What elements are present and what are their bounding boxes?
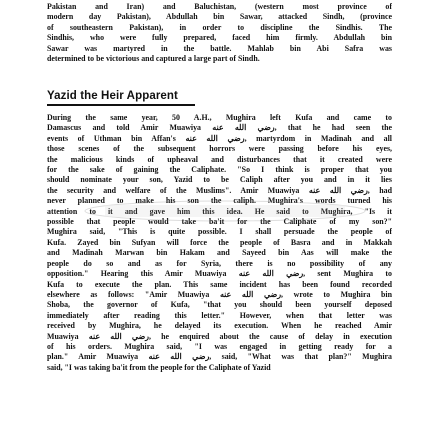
section-heading: Yazid the Heir Apparent bbox=[47, 90, 178, 102]
top-paragraph-line: modern day Pakistan), Abdullah bin Sawar, attacked Sindh, (province bbox=[47, 12, 392, 22]
body-paragraph-line: elsewhere as follows: "Amir Muawiya رضي الله عنه, wrote to Mughira bin bbox=[47, 289, 392, 299]
body-paragraph-line: plan." Amir Muawiya رضي الله عنه, said, "What was that plan?" Mughira bbox=[47, 352, 392, 362]
body-paragraph-line: the security and welfare of the Muslims". Amir Muawiya رضي الله عنه, had bbox=[47, 185, 392, 195]
body-paragraph-line: people do so and as for Syria, there is no possibility of any bbox=[47, 258, 392, 268]
body-paragraph-line: Kufa. Zayed bin Sufyan will force the people of Basra and in Makkah bbox=[47, 237, 392, 247]
body-paragraph-line: Shoba, the governor of Kufa, "that you should been yourself deposed bbox=[47, 300, 392, 310]
body-paragraph-line: of his orders. Mughira said, "I was engaged in getting ready for a bbox=[47, 341, 392, 351]
section-heading-block bbox=[47, 90, 197, 106]
body-paragraph-line: those scenes of the subsequent horrors were passing before his eyes, bbox=[47, 144, 392, 154]
body-paragraph-line: possible that people would take ba'it for the Caliphate of my son?" bbox=[47, 217, 392, 227]
top-paragraph-line: Sindhis, who were fully prepared, faced him firmly. Abdullah bin bbox=[47, 33, 392, 43]
body-paragraph-line: Muawiya رضي الله عنه, he enquired about the cause of delay in execution bbox=[47, 331, 392, 341]
body-paragraph-line: for the sake of gaining the Caliphate. "So I think is proper that you bbox=[47, 165, 392, 175]
body-paragraph-line: attention to it and gave him this idea. He said to Mughira, "Is it bbox=[47, 206, 392, 216]
body-paragraph-line: and Madinah Marwan bin Hakam and Sayeed bin Aas will make the bbox=[47, 248, 392, 258]
body-paragraph-line: During the same year, 50 A.H., Mughira left Kufa and came to bbox=[47, 113, 392, 122]
top-paragraph-line: of southeastern Pakistan), in order to discipline the Sindhis. The bbox=[47, 22, 392, 32]
body-paragraph-line: Kufa to execute the plan. This same incident has been found recorded bbox=[47, 279, 392, 289]
body-paragraph-line: said, "I was taking ba'it from the people for the Caliphate of Yazid bbox=[47, 362, 271, 372]
body-paragraph-line: immediately after reading this letter." However, when that letter was bbox=[47, 310, 392, 320]
body-paragraph-line: should nominate your son, Yazid to be Caliph after you and in it lies bbox=[47, 175, 392, 185]
top-paragraph-line: Pakistan and Iran) and Baluchistan, (western most province of bbox=[47, 2, 392, 11]
body-paragraph-line: opposition." Hearing this Amir Muawiya رضي الله عنه, sent Mughira to bbox=[47, 269, 392, 279]
body-paragraph-line: never planned to make his son the caliph. Mughira's words turned his bbox=[47, 196, 392, 206]
body-paragraph bbox=[47, 113, 392, 373]
body-paragraph-line: the malicious kinds of upheaval and disturbances that it created were bbox=[47, 154, 392, 164]
top-paragraph-line: determined to be victorious and captured a large part of Sindh. bbox=[47, 54, 260, 64]
body-paragraph-line: Mughira said, "This is quite possible. I shall persuade the people of bbox=[47, 227, 392, 237]
heading-underline bbox=[47, 104, 195, 106]
top-paragraph-line: Sawar was martyred in the battle. Mahlab bin Abi Safra was bbox=[47, 43, 392, 53]
body-paragraph-line: received by Mughira, he delayed its execution. When he reached Amir bbox=[47, 321, 392, 331]
body-paragraph-line: Damascus and told Amir Muawiya رضي الله عنه, that he had seen the bbox=[47, 123, 392, 133]
top-paragraph bbox=[47, 2, 392, 64]
body-paragraph-line: events of Uthman bin Affan's رضي الله عنه, martyrdom in Madinah and all bbox=[47, 133, 392, 143]
